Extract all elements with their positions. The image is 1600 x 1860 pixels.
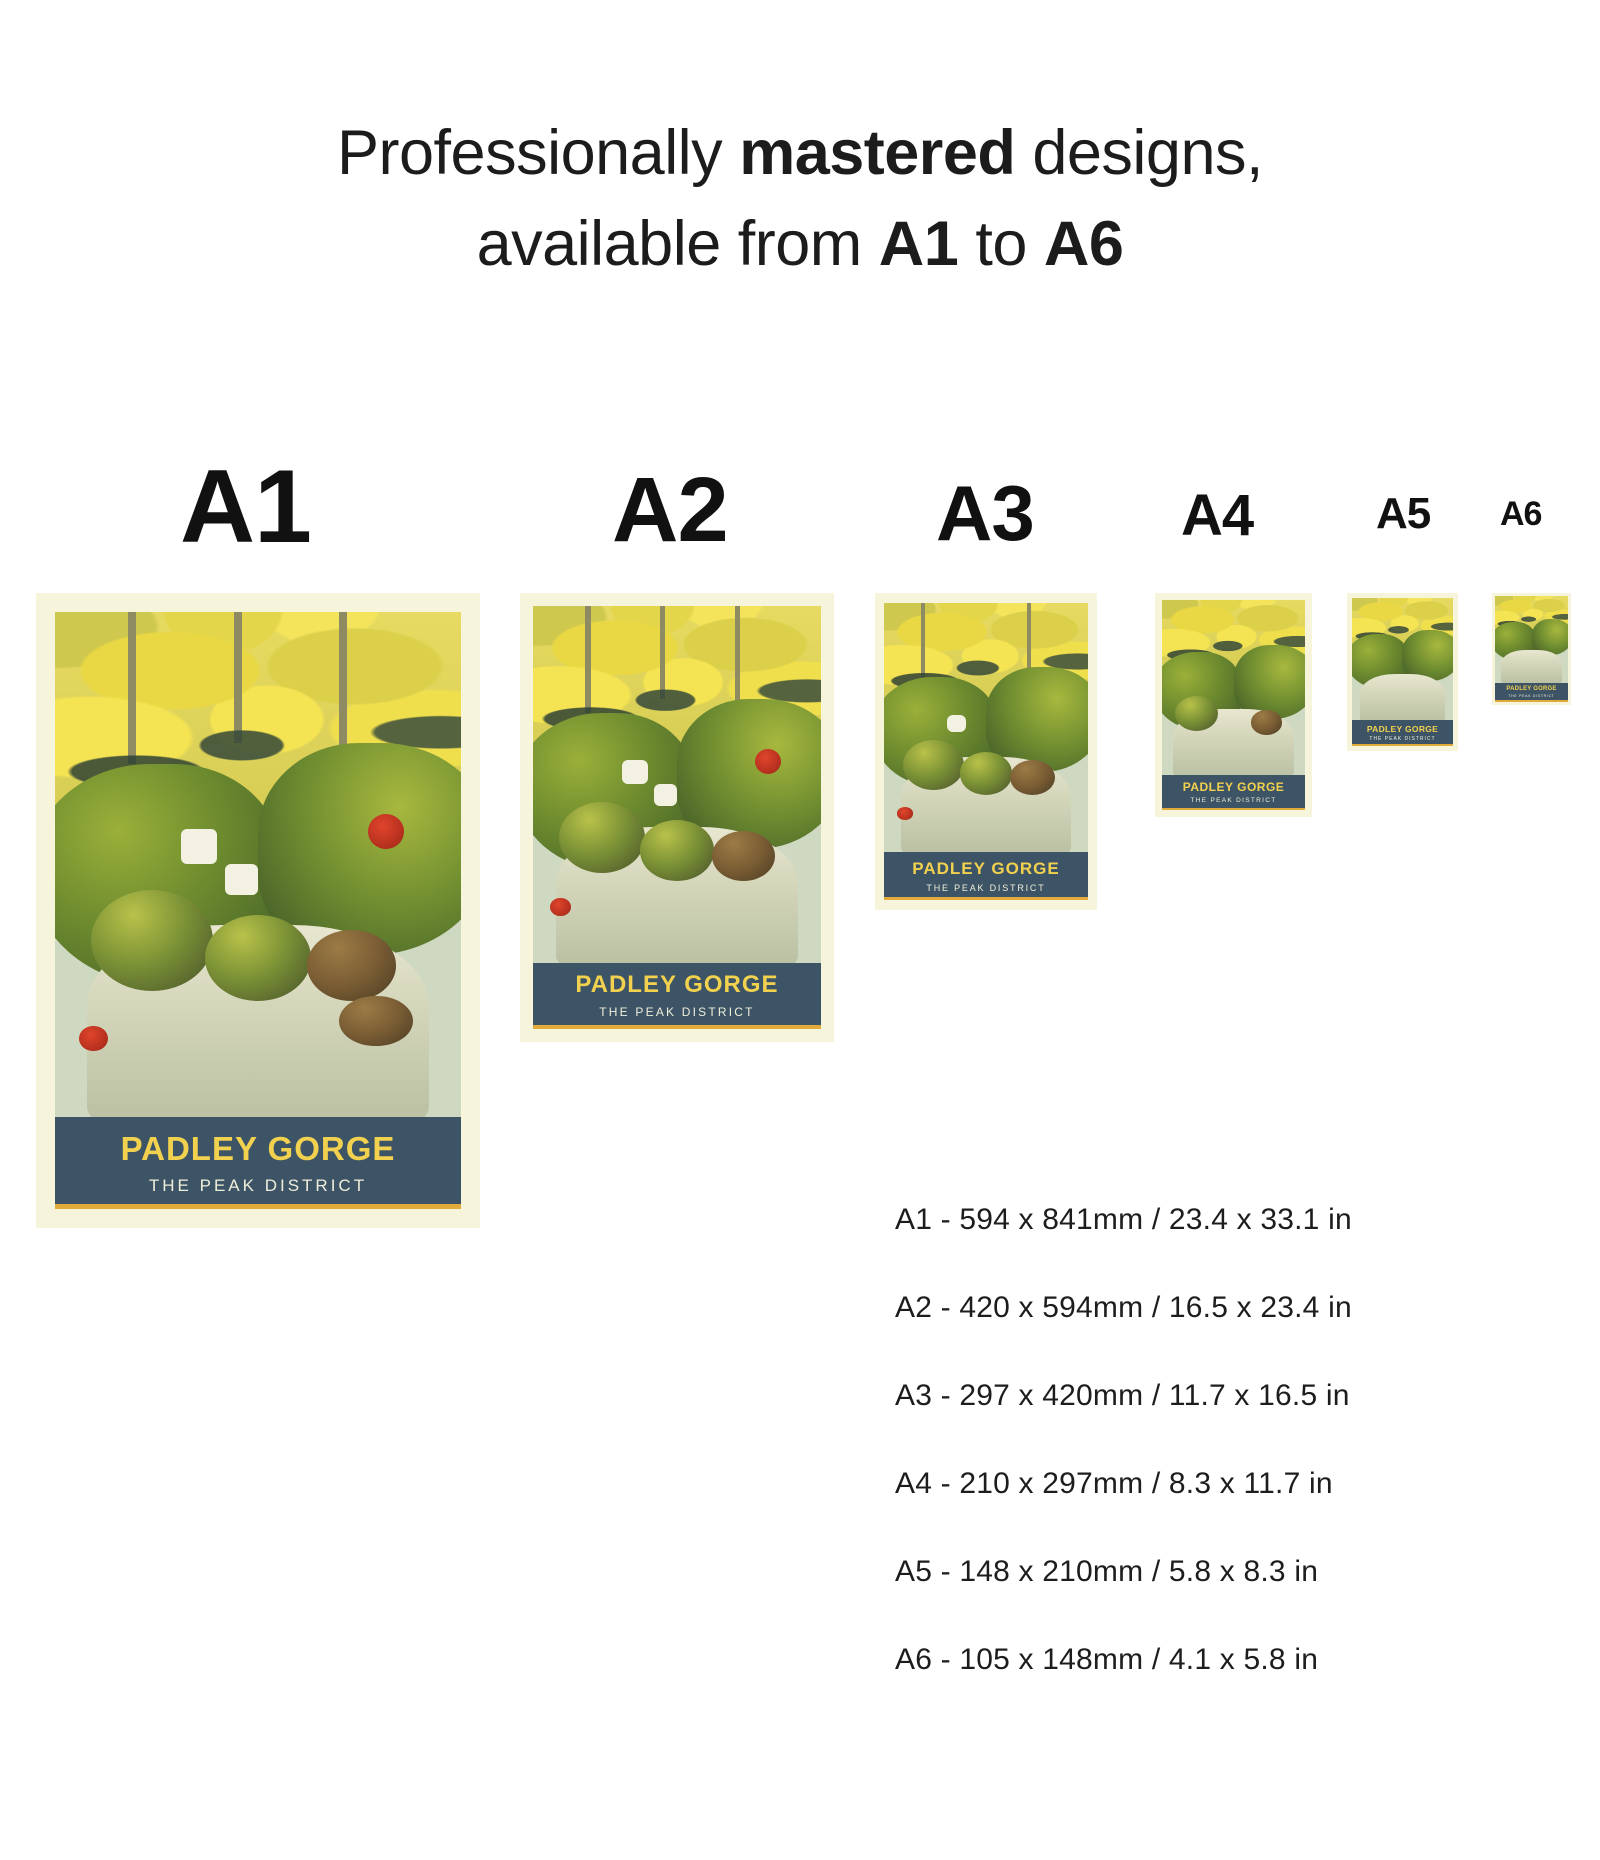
artwork-stream: [1360, 674, 1445, 721]
poster-subtitle: THE PEAK DISTRICT: [926, 882, 1046, 893]
poster-a4-artwork: [1162, 600, 1306, 776]
artwork-boulder: [91, 890, 213, 991]
poster-title: PADLEY GORGE: [912, 858, 1060, 878]
poster-a5-caption: [1352, 720, 1454, 746]
headline-line2-pre: available from: [476, 209, 879, 280]
headline-line1-bold: mastered: [739, 118, 1016, 188]
artwork-red-foliage: [755, 749, 781, 774]
artwork-boulder: [960, 752, 1013, 794]
poster-a2-artwork: [533, 606, 821, 962]
poster-a6-inner: [1495, 596, 1567, 701]
artwork-boulder: [712, 831, 775, 881]
size-chart-row-a1: A1 - 594 x 841mm / 23.4 x 33.1 in: [895, 1203, 1352, 1236]
poster-a2-caption: [533, 963, 821, 1029]
poster-title: PADLEY GORGE: [1366, 723, 1439, 734]
poster-caption-rule: [55, 1204, 462, 1209]
poster-caption-rule: [1352, 744, 1454, 746]
poster-title: PADLEY GORGE: [120, 1129, 396, 1167]
headline-line2-mid: to: [958, 209, 1044, 280]
artwork-waterfall: [947, 715, 965, 732]
artwork-red-foliage: [550, 898, 570, 916]
size-chart: [895, 1205, 1535, 1733]
page-headline: [0, 108, 1600, 291]
poster-subtitle: THE PEAK DISTRICT: [1190, 797, 1277, 805]
poster-subtitle: THE PEAK DISTRICT: [1508, 693, 1555, 698]
size-label-a6: A6: [1500, 495, 1542, 533]
poster-caption-rule: [533, 1025, 821, 1029]
artwork-boulder: [1010, 760, 1055, 795]
headline-line1-post: designs,: [1015, 118, 1263, 188]
headline-line2-bold-a1: A1: [878, 209, 959, 280]
artwork-boulder: [1175, 696, 1218, 731]
headline-line2-bold-a6: A6: [1043, 209, 1124, 280]
poster-a1-inner: [55, 612, 462, 1209]
poster-a2-inner: [533, 606, 821, 1028]
size-label-a3: A3: [936, 469, 1034, 557]
poster-a1[interactable]: [36, 593, 480, 1228]
artwork-boulder: [903, 740, 964, 790]
size-label-a5: A5: [1376, 489, 1431, 538]
size-chart-row-a4: A4 - 210 x 297mm / 8.3 x 11.7 in: [895, 1467, 1333, 1500]
artwork-waterfall: [622, 760, 648, 785]
size-chart-row-a6: A6 - 105 x 148mm / 4.1 x 5.8 in: [895, 1643, 1319, 1676]
poster-a5[interactable]: [1347, 593, 1458, 751]
poster-a3[interactable]: [875, 593, 1097, 910]
poster-a5-artwork: [1352, 598, 1454, 721]
poster-caption-rule: [1162, 808, 1306, 810]
poster-a6-caption: [1495, 683, 1567, 702]
poster-a5-inner: [1352, 598, 1454, 747]
poster-a4-inner: [1162, 600, 1306, 811]
poster-title: PADLEY GORGE: [575, 971, 779, 999]
size-label-a1: A1: [180, 449, 311, 565]
artwork-boulder: [205, 915, 311, 1001]
artwork-waterfall: [181, 829, 218, 864]
poster-a6-artwork: [1495, 596, 1567, 682]
poster-subtitle: THE PEAK DISTRICT: [148, 1175, 368, 1195]
artwork-boulder: [1251, 710, 1283, 735]
poster-a1-caption: [55, 1117, 462, 1209]
poster-title: PADLEY GORGE: [1506, 685, 1557, 692]
poster-a3-inner: [884, 603, 1087, 901]
artwork-waterfall: [654, 784, 677, 805]
headline-line-1: [0, 108, 1600, 199]
artwork-stream: [1501, 650, 1562, 683]
poster-a1-artwork: [55, 612, 462, 1117]
size-label-a2: A2: [612, 459, 728, 561]
artwork-boulder: [640, 820, 715, 881]
poster-title: PADLEY GORGE: [1182, 780, 1285, 795]
poster-a3-caption: [884, 852, 1087, 900]
artwork-boulder: [339, 996, 412, 1046]
poster-a3-artwork: [884, 603, 1087, 853]
poster-a2[interactable]: [520, 593, 834, 1042]
size-chart-row-a2: A2 - 420 x 594mm / 16.5 x 23.4 in: [895, 1291, 1352, 1324]
size-label-a4: A4: [1181, 483, 1254, 548]
artwork-boulder: [307, 930, 396, 1001]
size-chart-row-a5: A5 - 148 x 210mm / 5.8 x 8.3 in: [895, 1555, 1319, 1588]
poster-subtitle: THE PEAK DISTRICT: [599, 1005, 755, 1020]
headline-line1-pre: Professionally: [337, 118, 740, 188]
artwork-red-foliage: [897, 807, 913, 819]
poster-subtitle: THE PEAK DISTRICT: [1369, 736, 1436, 742]
poster-caption-rule: [1495, 700, 1567, 702]
artwork-red-foliage: [79, 1026, 107, 1051]
artwork-waterfall: [225, 864, 258, 894]
poster-caption-rule: [884, 897, 1087, 900]
poster-a4[interactable]: [1155, 593, 1312, 817]
poster-a4-caption: [1162, 775, 1306, 810]
size-chart-row-a3: A3 - 297 x 420mm / 11.7 x 16.5 in: [895, 1379, 1350, 1412]
headline-line-2: [0, 199, 1600, 290]
poster-a6[interactable]: [1492, 593, 1571, 705]
